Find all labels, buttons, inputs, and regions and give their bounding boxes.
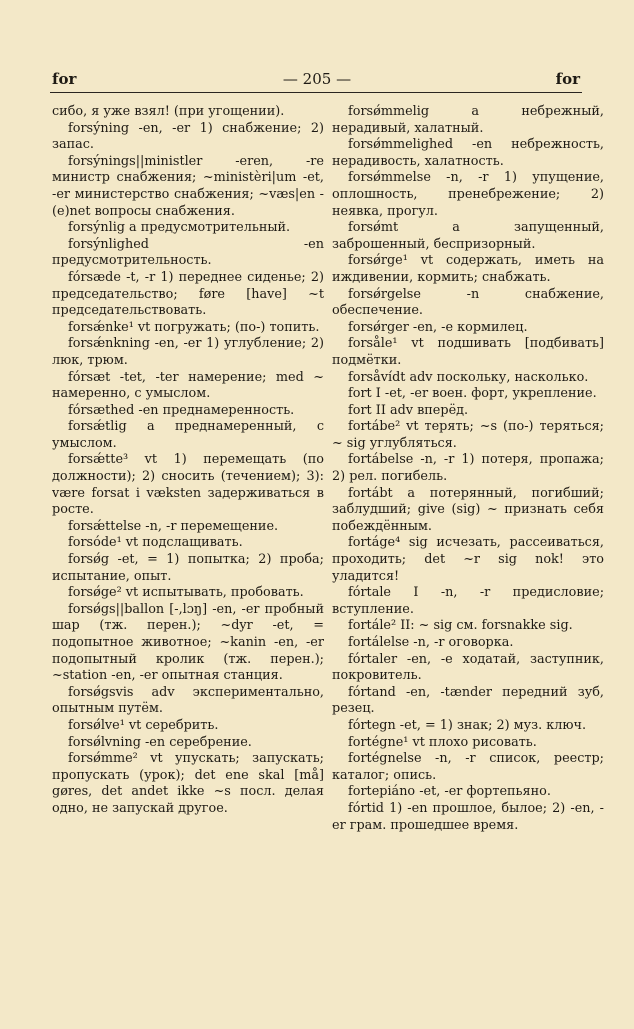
- header-rule: [50, 92, 582, 93]
- dictionary-entry: forsǿmmelighed -en небрежность, нерадивость, халатность.: [332, 137, 604, 169]
- dictionary-entry: fortáge⁴ sig исчезать, рассеиваться, проходить; det ~r sig nok! это уладится!: [332, 535, 604, 584]
- left-column: [52, 104, 324, 1014]
- dictionary-entry: fórtid 1) -en прошлое, былое; 2) -en, -er грам. прошедшее время.: [332, 800, 604, 833]
- page-number: — 205 —: [282, 70, 352, 88]
- dictionary-entry: fórtand -en, -tænder передний зуб, резец.: [332, 684, 604, 717]
- dictionary-entry: fortégnelse -n, -r список, реестр; каталог; опись.: [332, 751, 604, 783]
- dictionary-entry: forsǿgs||ballon [-,lɔŋ] -en, -er пробный шар (тж. перен.); ~dyr -et, = подопытное животное; ~kanin -en, -er подопытный кролик (тж. перен.); ~station -en, -er опытная станция.: [52, 601, 324, 684]
- right-column: [332, 104, 604, 1014]
- header-left-guide-word: for: [52, 70, 77, 88]
- dictionary-entry: forsǿrge¹ vt содержать, иметь на иждивении, кормить; снабжать.: [332, 253, 604, 285]
- dictionary-entry: forsýning -en, -er 1) снабжение; 2) запас.: [52, 120, 324, 153]
- dictionary-entry: forsǽnkning -en, -er 1) углубление; 2) люк, трюм.: [52, 336, 324, 368]
- dictionary-entry: forsǿmmelse -n, -r 1) упущение, оплошность, пренебрежение; 2) неявка, прогул.: [332, 170, 604, 219]
- dictionary-entry: fórsæthed -en преднамеренность.: [68, 402, 295, 418]
- dictionary-entry: forsǿg -et, = 1) попытка; 2) проба; испытание, опыт.: [52, 552, 324, 584]
- dictionary-entry: forsǿlvning -en серебрение.: [68, 734, 252, 750]
- dictionary-entry: fortégne¹ vt плохо рисовать.: [348, 734, 537, 750]
- dictionary-entry: fortábelse -n, -r 1) потеря, пропажа; 2) рел. погибель.: [332, 452, 604, 485]
- dictionary-entry: forsǿmmelig a небрежный, нерадивый, халатный.: [332, 104, 604, 136]
- dictionary-entry: fórtaler -en, -e ходатай, заступник, покровитель.: [332, 651, 604, 684]
- dictionary-entry: fortábt a потерянный, погибший; заблудший; give (sig) ~ признать себя побеждённым.: [332, 485, 604, 534]
- dictionary-entry: fortepiáno -et, -er фортепьяно.: [348, 784, 551, 800]
- header-right-guide-word: for: [555, 70, 580, 88]
- dictionary-entry: forsǿmt a запущенный, заброшенный, беспризорный.: [332, 220, 604, 252]
- dictionary-entry: fórtale I -n, -r предисловие; вступление.: [332, 585, 604, 617]
- dictionary-entry: forsǽtlig a преднамеренный, с умыслом.: [52, 419, 324, 451]
- dictionary-entry: forsóde¹ vt подслащивать.: [68, 535, 243, 551]
- dictionary-entry: forsǿgsvis adv экспериментально, опытным путём.: [52, 684, 324, 717]
- dictionary-entry: fórsæt -tet, -ter намерение; med ~ намеренно, с умыслом.: [52, 369, 324, 402]
- dictionary-entry: forsýnlig a предусмотрительный.: [68, 220, 291, 236]
- dictionary-entry: forsåvídt adv поскольку, насколько.: [348, 369, 589, 385]
- dictionary-entry: forsǽtte³ vt 1) перемещать (по должности); 2) сносить (течением); 3): være forsat i væksten задерживаться в росте.: [52, 452, 324, 518]
- dictionary-entry: fort I -et, -er воен. форт, укрепление.: [348, 386, 597, 402]
- dictionary-entry: forsǿge² vt испытывать, пробовать.: [68, 585, 304, 601]
- dictionary-entry: fortálelse -n, -r оговорка.: [348, 635, 514, 650]
- dictionary-entry: forsýnlighed -en предусмотрительность.: [52, 236, 324, 269]
- dictionary-entry: forsǿmme² vt упускать; запускать; пропускать (урок); det ene skal [må] gøres, det andet ikke ~s посл. делая одно, не запускай другое.: [52, 751, 324, 816]
- dictionary-entry: fórtegn -et, = 1) знак; 2) муз. ключ.: [348, 717, 587, 733]
- dictionary-entry: fortábe² vt терять; ~s (по-) теряться; ~ sig углубляться.: [332, 419, 604, 451]
- dictionary-entry: сибо, я уже взял! (при угощении).: [52, 104, 285, 119]
- dictionary-entry: forsåle¹ vt подшивать [подбивать] подмётки.: [332, 336, 604, 368]
- dictionary-entry: forsǿlve¹ vt серебрить.: [68, 717, 219, 733]
- dictionary-entry: forsǿrger -en, -e кормилец.: [348, 319, 528, 335]
- dictionary-entry: forsýnings||ministler -eren, -re министр снабжения; ~ministèri|um -et, -er министерство снабжения; ~væs|en -(e)net вопросы снабжения.: [52, 153, 324, 219]
- dictionary-entry: fórsæde -t, -r 1) переднее сиденье; 2) председательство; føre [have] ~t председательствовать.: [52, 269, 324, 319]
- dictionary-entry: forsǿrgelse -n снабжение, обеспечение.: [332, 286, 604, 319]
- dictionary-entry: forsǽttelse -n, -r перемещение.: [68, 518, 279, 534]
- dictionary-entry: forsǽnke¹ vt погружать; (по-) топить.: [68, 319, 320, 335]
- dictionary-entry: fort II adv вперёд.: [348, 402, 469, 418]
- dictionary-entry: fortále² II: ~ sig см. forsnakke sig.: [348, 618, 573, 634]
